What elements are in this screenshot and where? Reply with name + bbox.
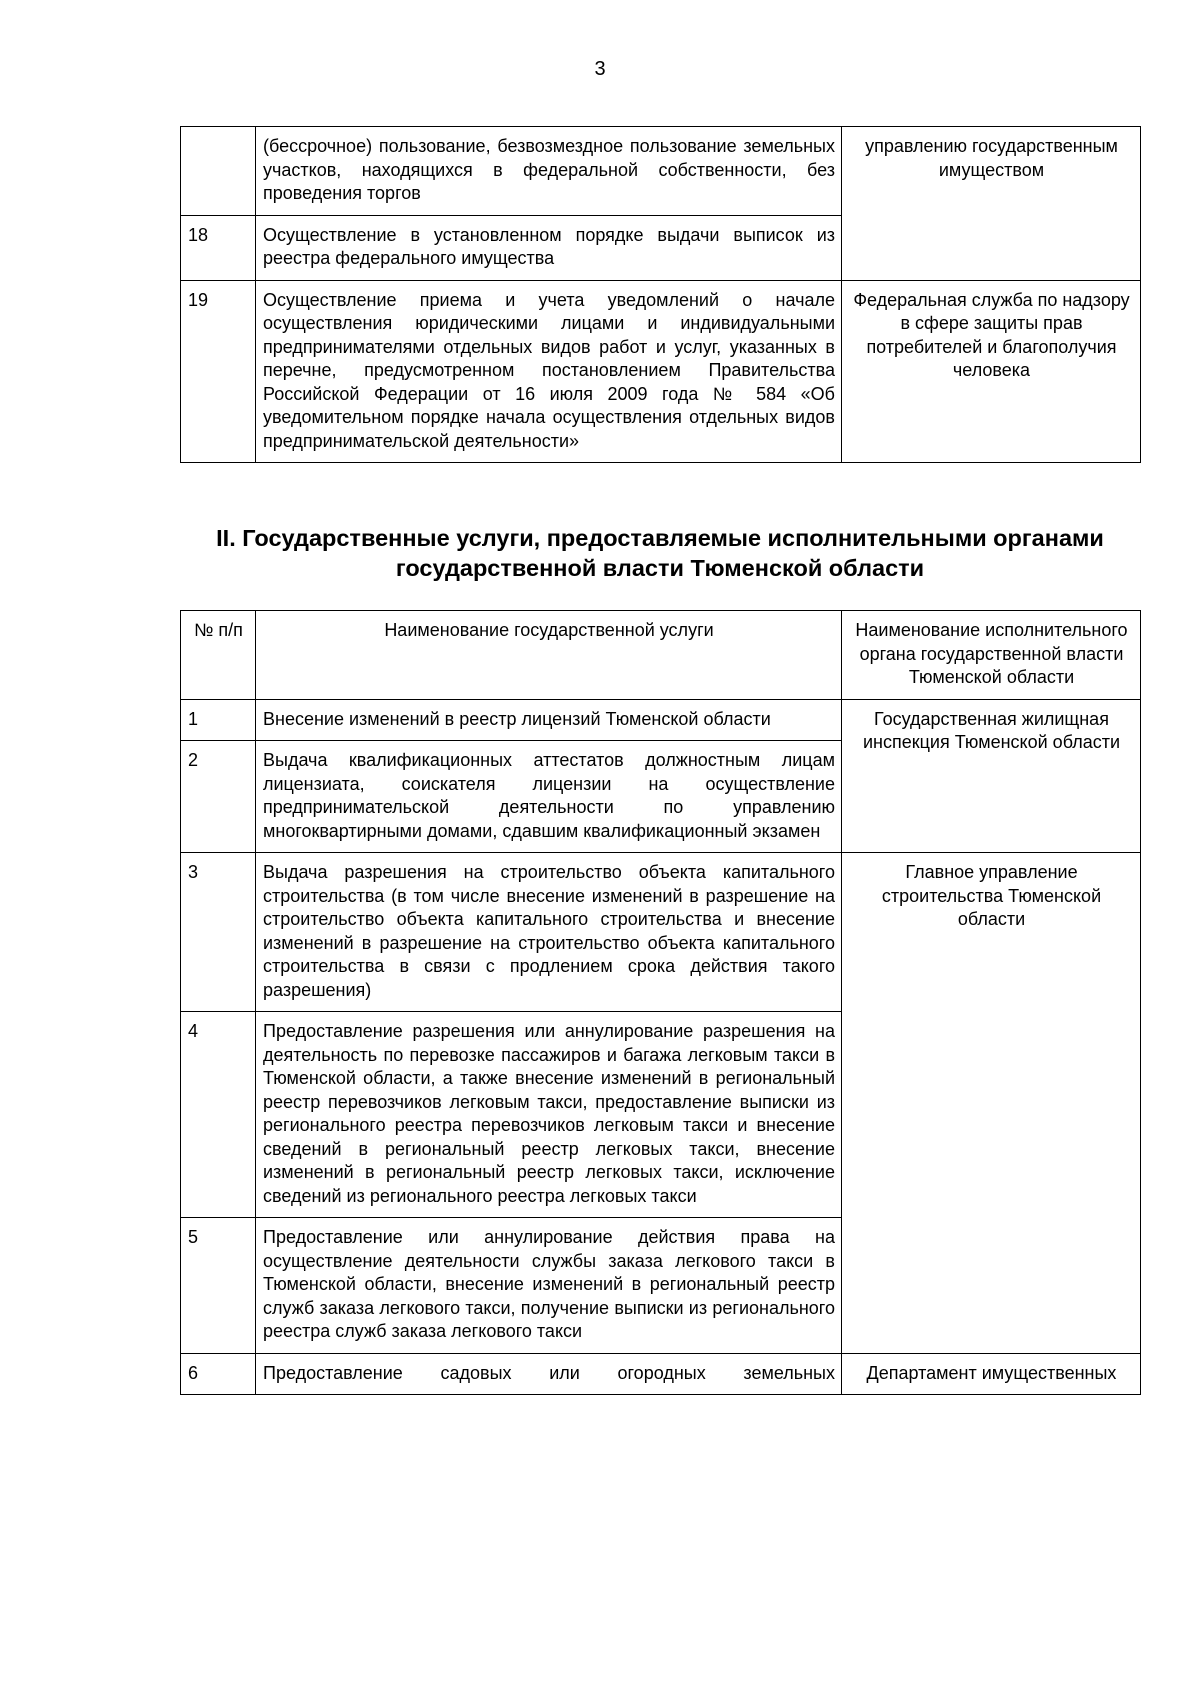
page-number: 3 [594,58,606,80]
service-name: Предоставление садовых или огородных земельных [256,1353,842,1395]
service-name: Предоставление разрешения или аннулирование разрешения на деятельность по перевозке пассажиров и багажа легковым такси в Тюменской области, а также внесение изменений в региональный реестр перевозчиков легковым такси, предоставление выписки из регионального реестра перевозчиков легковым такси и внесение сведений в региональный реестр легковых такси, внесение изменений в региональный реестр легковых такси, исключение сведений из регионального реестра легковых такси [256,1012,842,1218]
regional-services-table [180,610,1141,1395]
row-number: 5 [181,1218,256,1354]
row-number: 1 [181,699,256,741]
header-authority: Наименование исполнительного органа государственной власти Тюменской области [842,611,1141,700]
header-number: № п/п [181,611,256,700]
row-number: 4 [181,1012,256,1218]
table-row [181,280,1141,463]
authority-name: управлению государственным имуществом [842,127,1141,281]
table-row [181,1353,1141,1395]
row-number: 19 [181,280,256,463]
row-number: 18 [181,215,256,280]
authority-name: Государственная жилищная инспекция Тюменской области [842,699,1141,853]
row-number [181,127,256,216]
table-header-row [181,611,1141,700]
row-number: 6 [181,1353,256,1395]
federal-services-table-continued [180,126,1141,463]
service-name: (бессрочное) пользование, безвозмездное пользование земельных участков, находящихся в федеральной собственности, без проведения торгов [256,127,842,216]
service-name: Выдача квалификационных аттестатов должностным лицам лицензиата, соискателя лицензии на осуществление предпринимательской деятельности по управлению многоквартирными домами, сдавшим квалификационный экзамен [256,741,842,853]
service-name: Осуществление приема и учета уведомлений о начале осуществления юридическими лицами и индивидуальными предпринимателями отдельных видов работ и услуг, указанных в перечне, предусмотренном постановлением Правительства Российской Федерации от 16 июля 2009 года № 584 «Об уведомительном порядке начала осуществления отдельных видов предпринимательской деятельности» [256,280,842,463]
header-service: Наименование государственной услуги [256,611,842,700]
authority-name: Главное управление строительства Тюменской области [842,853,1141,1354]
table-row [181,699,1141,741]
authority-name: Департамент имущественных [842,1353,1141,1395]
table-row [181,853,1141,1012]
row-number: 3 [181,853,256,1012]
service-name: Внесение изменений в реестр лицензий Тюменской области [256,699,842,741]
service-name: Осуществление в установленном порядке выдачи выписок из реестра федерального имущества [256,215,842,280]
authority-name: Федеральная служба по надзору в сфере защиты прав потребителей и благополучия человека [842,280,1141,463]
row-number: 2 [181,741,256,853]
service-name: Выдача разрешения на строительство объекта капитального строительства (в том числе внесение изменений в разрешение на строительство объекта капитального строительства и внесение изменений в разрешение на строительство объекта капитального строительства в связи с продлением срока действия такого разрешения) [256,853,842,1012]
table-row [181,127,1141,216]
service-name: Предоставление или аннулирование действия права на осуществление деятельности службы заказа легкового такси в Тюменской области, внесение изменений в региональный реестр служб заказа легкового такси, получение выписки из регионального реестра служб заказа легкового такси [256,1218,842,1354]
section-heading: II. Государственные услуги, предоставляемые исполнительными органами государственной власти Тюменской области [216,525,1104,581]
